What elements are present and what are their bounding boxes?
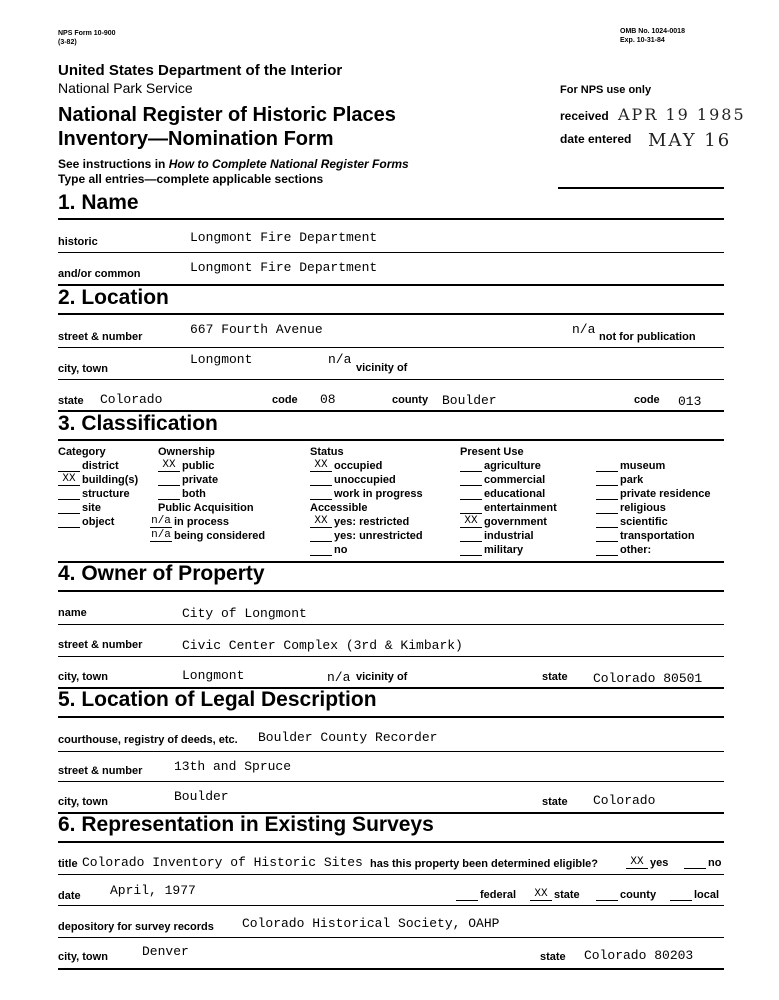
checkbox-mark bbox=[58, 515, 80, 528]
eligible-question: has this property been determined eligible? bbox=[370, 858, 598, 870]
code-value: 08 bbox=[320, 392, 336, 407]
depository-state-label: state bbox=[540, 951, 566, 963]
owner-vicinity-label: vicinity of bbox=[356, 671, 408, 683]
present-use-option bbox=[596, 473, 643, 486]
bottom-rule bbox=[58, 968, 724, 970]
nps-use-only: For NPS use only bbox=[560, 84, 652, 96]
option-label: scientific bbox=[620, 516, 668, 528]
state-label: state bbox=[58, 395, 84, 407]
option-label: structure bbox=[82, 488, 130, 500]
owner-state-label: state bbox=[542, 671, 568, 683]
depository-label: depository for survey records bbox=[58, 921, 214, 933]
checkbox-mark bbox=[596, 515, 618, 528]
section-2-title: 2. Location bbox=[58, 286, 169, 309]
owner-vicinity-value: n/a bbox=[327, 670, 351, 685]
option-label: building(s) bbox=[82, 474, 139, 486]
status-option bbox=[310, 459, 382, 472]
department-name: United States Department of the Interior bbox=[58, 62, 343, 79]
option-label: unoccupied bbox=[334, 474, 396, 486]
historic-label: historic bbox=[58, 236, 98, 248]
section-3-rule bbox=[58, 439, 724, 441]
status-option bbox=[310, 473, 396, 486]
option-label: work in progress bbox=[334, 488, 423, 500]
nfp-value: n/a bbox=[572, 322, 596, 337]
rule bbox=[58, 252, 724, 253]
section-4-title: 4. Owner of Property bbox=[58, 562, 265, 585]
legal-street-label: street & number bbox=[58, 765, 143, 777]
legal-state-label: state bbox=[542, 796, 568, 808]
checkbox-mark: XX bbox=[310, 515, 332, 528]
section-3-title: 3. Classification bbox=[58, 412, 218, 435]
section-1-title: 1. Name bbox=[58, 191, 139, 214]
depository-city-label: city, town bbox=[58, 951, 108, 963]
ownership-option bbox=[158, 459, 214, 472]
option-label: park bbox=[620, 474, 644, 486]
section-1-rule bbox=[58, 218, 724, 220]
legal-street-value: 13th and Spruce bbox=[174, 759, 292, 774]
option-label: object bbox=[82, 516, 115, 528]
present-use-option bbox=[460, 543, 523, 556]
date-entered-stamp: MAY 16 bbox=[648, 130, 732, 151]
vicinity-value: n/a bbox=[328, 352, 352, 367]
checkbox-mark bbox=[460, 459, 482, 472]
street-value: 667 Fourth Avenue bbox=[190, 322, 323, 337]
rule bbox=[58, 937, 724, 938]
present-use-option bbox=[596, 501, 666, 514]
rule bbox=[58, 781, 724, 782]
accessible-option bbox=[310, 529, 423, 542]
level-state: XX state bbox=[530, 888, 580, 901]
checkbox-mark: XX bbox=[58, 473, 80, 486]
county-code-value: 013 bbox=[678, 394, 702, 409]
option-label: government bbox=[484, 516, 547, 528]
present-use-heading: Present Use bbox=[460, 446, 524, 458]
checkbox-mark: XX bbox=[460, 515, 482, 528]
acquisition-option bbox=[150, 529, 265, 542]
option-label: occupied bbox=[334, 460, 383, 472]
checkbox-mark bbox=[460, 501, 482, 514]
option-label: private residence bbox=[620, 488, 711, 500]
present-use-option bbox=[596, 459, 665, 472]
option-label: religious bbox=[620, 502, 666, 514]
option-label: industrial bbox=[484, 530, 534, 542]
checkbox-mark bbox=[460, 529, 482, 542]
acquisition-option bbox=[150, 515, 229, 528]
option-label: in process bbox=[174, 516, 230, 528]
checkbox-mark: XX bbox=[158, 459, 180, 472]
checkbox-mark bbox=[596, 501, 618, 514]
rule bbox=[58, 751, 724, 752]
option-label: educational bbox=[484, 488, 546, 500]
rule bbox=[58, 874, 724, 875]
courthouse-label: courthouse, registry of deeds, etc. bbox=[58, 734, 238, 746]
eligible-no: no bbox=[684, 856, 721, 869]
option-label: both bbox=[182, 488, 206, 500]
ownership-heading: Ownership bbox=[158, 446, 215, 458]
county-label: county bbox=[392, 394, 429, 406]
service-name: National Park Service bbox=[58, 80, 193, 96]
present-use-option bbox=[460, 487, 545, 500]
category-option bbox=[58, 459, 119, 472]
accessible-option bbox=[310, 543, 347, 556]
instructions-line: See instructions in How to Complete National Register Forms bbox=[58, 157, 409, 171]
level-federal: federal bbox=[456, 888, 516, 901]
option-label: other: bbox=[620, 544, 652, 556]
courthouse-value: Boulder County Recorder bbox=[258, 730, 438, 745]
owner-street-value: Civic Center Complex (3rd & Kimbark) bbox=[182, 638, 463, 653]
section-5-rule bbox=[58, 716, 724, 718]
omb-number: OMB No. 1024-0018 bbox=[620, 28, 685, 35]
checkbox-mark: XX bbox=[310, 459, 332, 472]
option-label: district bbox=[82, 460, 119, 472]
survey-title-value: Colorado Inventory of Historic Sites bbox=[82, 855, 363, 870]
legal-city-label: city, town bbox=[58, 796, 108, 808]
present-use-option bbox=[460, 515, 547, 528]
checkbox-mark bbox=[58, 487, 80, 500]
nps-box-rule bbox=[558, 187, 724, 189]
ownership-option bbox=[158, 487, 206, 500]
checkbox-mark bbox=[310, 529, 332, 542]
state-value: Colorado bbox=[100, 392, 163, 407]
common-name: Longmont Fire Department bbox=[190, 260, 378, 275]
checkbox-mark bbox=[460, 487, 482, 500]
checkbox-mark: n/a bbox=[151, 515, 171, 527]
option-label: museum bbox=[620, 460, 666, 472]
present-use-option bbox=[460, 459, 541, 472]
depository-state-value: Colorado 80203 bbox=[584, 948, 694, 963]
form-subtitle: Inventory—Nomination Form bbox=[58, 128, 334, 150]
street-label: street & number bbox=[58, 331, 143, 343]
option-label: no bbox=[334, 544, 348, 556]
survey-title-label: title bbox=[58, 858, 78, 870]
city-label: city, town bbox=[58, 363, 108, 375]
checkbox-mark bbox=[310, 487, 332, 500]
owner-city-label: city, town bbox=[58, 671, 108, 683]
owner-state-value: Colorado 80501 bbox=[593, 671, 703, 686]
category-option bbox=[58, 515, 114, 528]
legal-city-value: Boulder bbox=[174, 789, 229, 804]
present-use-option bbox=[596, 487, 711, 500]
category-option bbox=[58, 487, 130, 500]
option-label: site bbox=[82, 502, 101, 514]
vicinity-label: vicinity of bbox=[356, 362, 408, 374]
acquisition-heading: Public Acquisition bbox=[158, 502, 254, 514]
form-number: NPS Form 10-900 bbox=[58, 30, 116, 37]
option-label: being considered bbox=[174, 530, 266, 542]
checkbox-mark bbox=[460, 473, 482, 486]
owner-name-value: City of Longmont bbox=[182, 606, 307, 621]
owner-name-label: name bbox=[58, 607, 87, 619]
category-option bbox=[58, 473, 138, 486]
rule bbox=[58, 656, 724, 657]
category-heading: Category bbox=[58, 446, 106, 458]
checkbox-mark bbox=[310, 473, 332, 486]
section-6-title: 6. Representation in Existing Surveys bbox=[58, 813, 434, 836]
date-entered-label: date entered bbox=[560, 132, 632, 146]
present-use-option bbox=[596, 515, 668, 528]
city-value: Longmont bbox=[190, 352, 253, 367]
code-label: code bbox=[272, 394, 298, 406]
option-label: public bbox=[182, 460, 215, 472]
status-option bbox=[310, 487, 423, 500]
present-use-option bbox=[460, 501, 557, 514]
present-use-option bbox=[460, 473, 545, 486]
option-label: entertainment bbox=[484, 502, 557, 514]
level-county: county bbox=[596, 888, 656, 901]
checkbox-mark bbox=[596, 487, 618, 500]
legal-state-value: Colorado bbox=[593, 793, 656, 808]
form-title: National Register of Historic Places bbox=[58, 104, 396, 126]
ownership-option bbox=[158, 473, 218, 486]
option-label: transportation bbox=[620, 530, 695, 542]
level-local: local bbox=[670, 888, 719, 901]
option-label: commercial bbox=[484, 474, 546, 486]
checkbox-mark bbox=[460, 543, 482, 556]
option-label: military bbox=[484, 544, 524, 556]
present-use-option bbox=[596, 543, 651, 556]
present-use-option bbox=[596, 529, 695, 542]
checkbox-mark bbox=[310, 543, 332, 556]
accessible-option bbox=[310, 515, 409, 528]
depository-value: Colorado Historical Society, OAHP bbox=[242, 916, 500, 931]
eligible-yes: XX yes bbox=[626, 856, 668, 869]
checkbox-mark bbox=[58, 459, 80, 472]
rule bbox=[58, 624, 724, 625]
checkbox-mark bbox=[158, 487, 180, 500]
status-heading: Status bbox=[310, 446, 344, 458]
form-revision: (3-82) bbox=[58, 39, 77, 46]
option-label: private bbox=[182, 474, 219, 486]
option-label: yes: restricted bbox=[334, 516, 410, 528]
section-2-rule bbox=[58, 313, 724, 315]
depository-city-value: Denver bbox=[142, 944, 189, 959]
type-entries-line: Type all entries—complete applicable sections bbox=[58, 172, 324, 186]
historic-name: Longmont Fire Department bbox=[190, 230, 378, 245]
county-code-label: code bbox=[634, 394, 660, 406]
checkbox-mark bbox=[596, 543, 618, 556]
checkbox-mark bbox=[596, 529, 618, 542]
rule bbox=[58, 905, 724, 906]
owner-city-value: Longmont bbox=[182, 668, 245, 683]
survey-date-value: April, 1977 bbox=[110, 883, 196, 898]
section-4-rule bbox=[58, 590, 724, 592]
nfp-label: not for publication bbox=[599, 331, 696, 343]
checkbox-mark bbox=[596, 459, 618, 472]
received-label: received bbox=[560, 109, 609, 123]
checkbox-mark bbox=[58, 501, 80, 514]
rule bbox=[58, 347, 724, 348]
checkbox-mark: n/a bbox=[151, 529, 171, 541]
present-use-option bbox=[460, 529, 534, 542]
option-label: agriculture bbox=[484, 460, 541, 472]
option-label: yes: unrestricted bbox=[334, 530, 423, 542]
survey-date-label: date bbox=[58, 890, 81, 902]
county-value: Boulder bbox=[442, 393, 497, 408]
section-5-title: 5. Location of Legal Description bbox=[58, 688, 377, 711]
rule bbox=[58, 379, 724, 380]
expiration: Exp. 10-31-84 bbox=[620, 37, 665, 44]
received-stamp: APR 19 1985 bbox=[618, 105, 746, 124]
owner-street-label: street & number bbox=[58, 639, 143, 651]
accessible-heading: Accessible bbox=[310, 502, 368, 514]
category-option bbox=[58, 501, 101, 514]
common-label: and/or common bbox=[58, 268, 141, 280]
section-6-rule bbox=[58, 841, 724, 843]
checkbox-mark bbox=[158, 473, 180, 486]
checkbox-mark bbox=[596, 473, 618, 486]
